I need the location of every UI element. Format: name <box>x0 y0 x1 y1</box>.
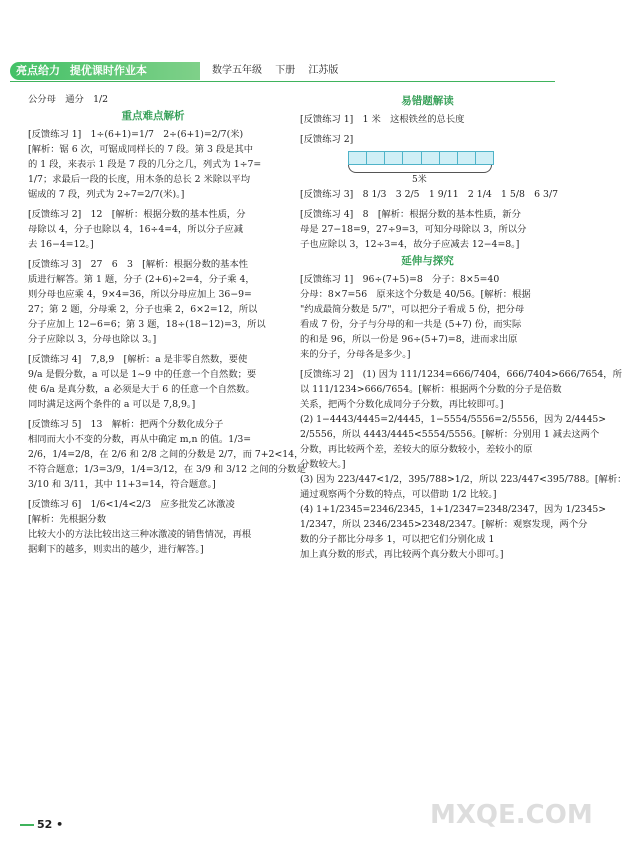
text-line: 以 111/1234>666/7654。[解析：根据两个分数的分子是倍数 <box>300 384 562 395</box>
text-line: 数的分子都比分母多 1，可以把它们分别化成 1 <box>300 534 495 545</box>
text-line: 看成 7 份，分子与分母的和一共是 (5+7) 份，而实际 <box>300 319 522 330</box>
text-line: 1/7；求最后一段的长度，用木条的总长 2 米除以平均 <box>28 174 251 185</box>
text-line: [反馈练习 4] 7,8,9 [解析：a 是非零自然数，要使 <box>28 354 248 365</box>
text-line: 来的分子，分母各是多少。] <box>300 349 411 360</box>
text-line: 分数，再比较两个差，差较大的原分数较小，差较小的原 <box>300 444 533 455</box>
header-rule <box>10 81 555 82</box>
text-line: [反馈练习 2] (1) 因为 111/1234=666/7404，666/7404>666/7654，所 <box>300 369 622 380</box>
text-line: 分子应加上 12−6=6；第 3 题，18÷(18−12)=3，所以 <box>28 319 266 330</box>
section-title-errors: 易错题解读 <box>401 95 454 107</box>
book-volume: 下册 <box>275 65 296 76</box>
text-line: 同时满足这两个条件的 a 可以是 7,8,9。] <box>28 399 196 410</box>
book-edition: 江苏版 <box>308 65 339 76</box>
section-title-key-points: 重点难点解析 <box>121 110 185 122</box>
text-line: 子也应除以 3，12÷3=4，故分子应减去 12−4=8。] <box>300 239 520 250</box>
text-line: 分子应除以 3，分母也除以 3。] <box>28 334 157 345</box>
watermark-text: MXQE.COM <box>430 800 593 830</box>
text-line: 的 1 段，来表示 1 段是 7 段的几分之几，列式为 1÷7= <box>28 159 262 170</box>
book-info <box>212 62 348 80</box>
text-line: [反馈练习 1] 1 米 这根铁丝的总长度 <box>300 114 465 125</box>
right-lines-3 <box>300 272 626 562</box>
text-line: 母是 27−18=9，27÷9=3，可知分母除以 3，所以分 <box>300 224 527 235</box>
text-line: 通过观察两个分数的特点，可以借助 1/2 比较。] <box>300 489 497 500</box>
text-line: (2) 1−4443/4445=2/4445，1−5554/5556=2/5556，因为 2/4445> <box>300 414 607 425</box>
right-column <box>300 92 626 562</box>
text-line: [反馈练习 1] 1÷(6+1)=1/7 2÷(6+1)=2/7(米) <box>28 129 244 140</box>
text-line: 加上真分数的形式，再比较两个真分数大小即可。] <box>300 549 504 560</box>
text-line: "约成最简分数是 5/7"，可以把分子看成 5 份，把分母 <box>300 304 525 315</box>
right-lines-1 <box>300 112 555 147</box>
text-line: 2/5556，所以 4443/4445<5554/5556。[解析：分别用 1 减去这两个 <box>300 429 600 440</box>
text-line: 不符合题意；1/3=3/9，1/4=3/12，在 3/9 和 3/12 之间的分数是 <box>28 464 306 475</box>
text-line: 关系，把两个分数化成同分子分数，再比较即可。] <box>300 399 504 410</box>
top-answer: 公分母 通分 1/2 <box>28 94 109 105</box>
text-line: [反馈练习 2] 12 [解析：根据分数的基本性质，分 <box>28 209 246 220</box>
text-line: [反馈练习 3] 27 6 3 [解析：根据分数的基本性 <box>28 259 249 270</box>
text-line: [反馈练习 2] <box>300 134 354 145</box>
text-line: 2/6，1/4=2/8，在 2/6 和 2/8 之间的分数是 2/7，而 7+2<14， <box>28 449 304 460</box>
text-line: 则分母也应乘 4，9×4=36，所以分母应加上 36−9= <box>28 289 252 300</box>
text-line: 据剩下的越多，则卖出的越少，进行解答。] <box>28 544 204 555</box>
tape-diagram <box>348 151 494 165</box>
left-column <box>28 92 306 557</box>
text-line: 相同而大小不变的分数，再从中确定 m,n 的值。1/3= <box>28 434 252 445</box>
right-lines-2 <box>300 187 559 252</box>
text-line: 母除以 4，分子也除以 4，16÷4=4，所以分子应减 <box>28 224 244 235</box>
text-line: [反馈练习 5] 13 解析：把两个分数化成分子 <box>28 419 224 430</box>
tape-brace <box>348 165 492 173</box>
text-line: (3) 因为 223/447<1/2，395/788>1/2，所以 223/447<395/788。[解析： <box>300 474 626 485</box>
text-line: 去 16−4=12。] <box>28 239 94 250</box>
text-line: [反馈练习 6] 1/6<1/4<2/3 应多批发乙冰激凌 <box>28 499 235 510</box>
text-line: [解析：先根据分数 <box>28 514 107 525</box>
text-line: 27；第 2 题，分母乘 2，分子也乘 2，6×2=12，所以 <box>28 304 258 315</box>
page-number: 52 <box>37 818 53 831</box>
text-line: 3/10 和 3/11，其中 11+3=14，符合题意。] <box>28 479 216 490</box>
text-line: 的和是 96，所以一份是 96÷(5+7)=8，进而求出原 <box>300 334 518 345</box>
text-line: [反馈练习 4] 8 [解析：根据分数的基本性质，新分 <box>300 209 521 220</box>
text-line: (4) 1+1/2345=2346/2345，1+1/2347=2348/2347，因为 1/2345> <box>300 504 607 515</box>
brand-title: 亮点给力 <box>16 64 60 77</box>
footer-bar <box>20 824 34 826</box>
book-grade: 数学五年级 <box>212 65 262 76</box>
left-lines <box>28 127 306 557</box>
text-line: 1/2347，所以 2346/2345>2348/2347。[解析：观察发现，两个分 <box>300 519 588 530</box>
text-line: [反馈练习 1] 96÷(7+5)=8 分子：8×5=40 <box>300 274 500 285</box>
text-line: 使 6/a 是真分数，a 必须是大于 6 的任意一个自然数。 <box>28 384 255 395</box>
brand-subtitle: 提优课时作业本 <box>69 64 147 77</box>
text-line: 分母：8×7=56 原来这个分数是 40/56。[解析：根据 <box>300 289 531 300</box>
text-line: 分数较大。] <box>300 459 346 470</box>
text-line: 锯成的 7 段，列式为 2÷7=2/7(米)。] <box>28 189 185 200</box>
text-line: 9/a 是假分数，a 可以是 1~9 中的任意一个自然数；要 <box>28 369 257 380</box>
text-line: [反馈练习 3] 8 1/3 3 2/5 1 9/11 2 1/4 1 5/8 6 3/7 <box>300 189 559 200</box>
text-line: 比较大小的方法比较出这三种冰激凌的销售情况，再根 <box>28 529 252 540</box>
tape-label: 5米 <box>412 175 427 185</box>
page-header <box>0 60 565 82</box>
series-brand <box>10 62 200 80</box>
text-line: [解析：锯 6 次，可锯成同样长的 7 段。第 3 段是其中 <box>28 144 254 155</box>
text-line: 质进行解答。第 1 题，分子 (2+6)÷2=4，分子乘 4， <box>28 274 255 285</box>
section-title-extension: 延伸与探究 <box>401 255 454 267</box>
page-footer: 52 • <box>20 818 80 834</box>
